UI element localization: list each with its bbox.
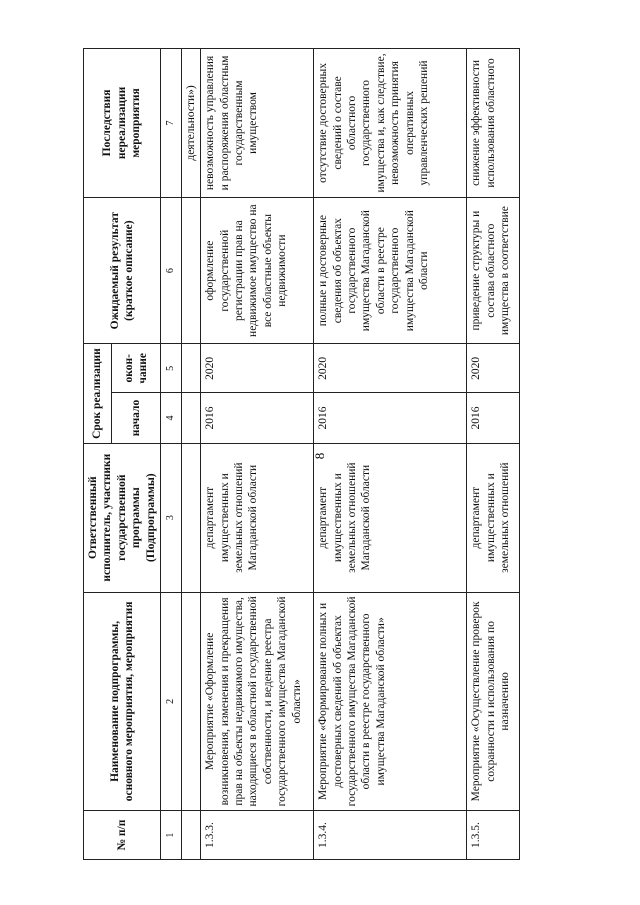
row-result: оформление государственной регистрации прав на недвижимое имущество на все областные объекты недвижимости [201, 197, 314, 344]
header-name: Наименование подпрограммы, основного мероприятия, мероприятия [84, 592, 161, 811]
index-cell: 4 [160, 393, 181, 444]
index-row [160, 49, 181, 860]
header-executor: Ответственный исполнитель, участники государственной программы (Подпрограммы) [84, 443, 161, 592]
row-consequences: снижение эффективности использования областного [467, 49, 520, 198]
continuation-empty [181, 443, 200, 592]
continuation-empty [181, 344, 200, 393]
continuation-text: деятельности») [181, 49, 200, 198]
row-name: Мероприятие «Оформление возникновения, изменения и прекращения прав на объекты недвижимого имущества, находящиеся в областной государственной собственности, и ведение реестра государственного имущества Магаданской области» [201, 592, 314, 811]
table-row [467, 49, 520, 860]
header-end: окон-чание [112, 344, 161, 393]
row-num: 1.3.5. [467, 811, 520, 860]
row-num: 1.3.4. [314, 811, 467, 860]
continuation-empty [181, 592, 200, 811]
row-start: 2016 [467, 393, 520, 444]
index-cell: 2 [160, 592, 181, 811]
rotated-table-wrapper [83, 48, 573, 860]
row-num: 1.3.3. [201, 811, 314, 860]
index-cell: 1 [160, 811, 181, 860]
table-row [201, 49, 314, 860]
index-cell: 5 [160, 344, 181, 393]
row-consequences: отсутствие достоверных сведений о составе областного государственного имущества и, как следствие, невозможность принятия оперативных управленческих решений [314, 49, 467, 198]
header-start: начало [112, 393, 161, 444]
continuation-row [181, 49, 200, 860]
header-row [84, 49, 112, 860]
index-cell: 3 [160, 443, 181, 592]
table-row [314, 49, 467, 860]
index-cell: 7 [160, 49, 181, 198]
row-name: Мероприятие «Формирование полных и достоверных сведений об объектах государственного имущества Магаданской области в реестре государственного имущества Магаданской области» [314, 592, 467, 811]
row-end: 2020 [314, 344, 467, 393]
header-result: Ожидаемый результат (краткое описание) [84, 197, 161, 344]
row-start: 2016 [201, 393, 314, 444]
continuation-empty [181, 393, 200, 444]
continuation-empty [181, 811, 200, 860]
row-name: Мероприятие «Осуществление проверок сохранности и использования по назначению [467, 592, 520, 811]
row-start: 2016 [314, 393, 467, 444]
index-cell: 6 [160, 197, 181, 344]
row-end: 2020 [201, 344, 314, 393]
row-result: полные и достоверные сведения об объектах государственного имущества Магаданской области в реестре государственного имущества Магаданской области [314, 197, 467, 344]
header-consequences: Последствия нереализации мероприятия [84, 49, 161, 198]
row-executor: департамент имущественных и земельных отношений [467, 443, 520, 592]
row-executor: департамент имущественных и земельных отношений Магаданской области [201, 443, 314, 592]
page-number: 8 [312, 452, 327, 460]
continuation-empty [181, 197, 200, 344]
header-num: № п/п [84, 811, 161, 860]
header-term: Срок реализации [84, 344, 112, 443]
row-executor: департамент имущественных и земельных отношений Магаданской области [314, 443, 467, 592]
program-table [83, 48, 520, 860]
row-end: 2020 [467, 344, 520, 393]
row-result: приведение структуры и состава областного имущества в соответствие [467, 197, 520, 344]
row-consequences: невозможность управления и распоряжения областным государственным имуществом [201, 49, 314, 198]
